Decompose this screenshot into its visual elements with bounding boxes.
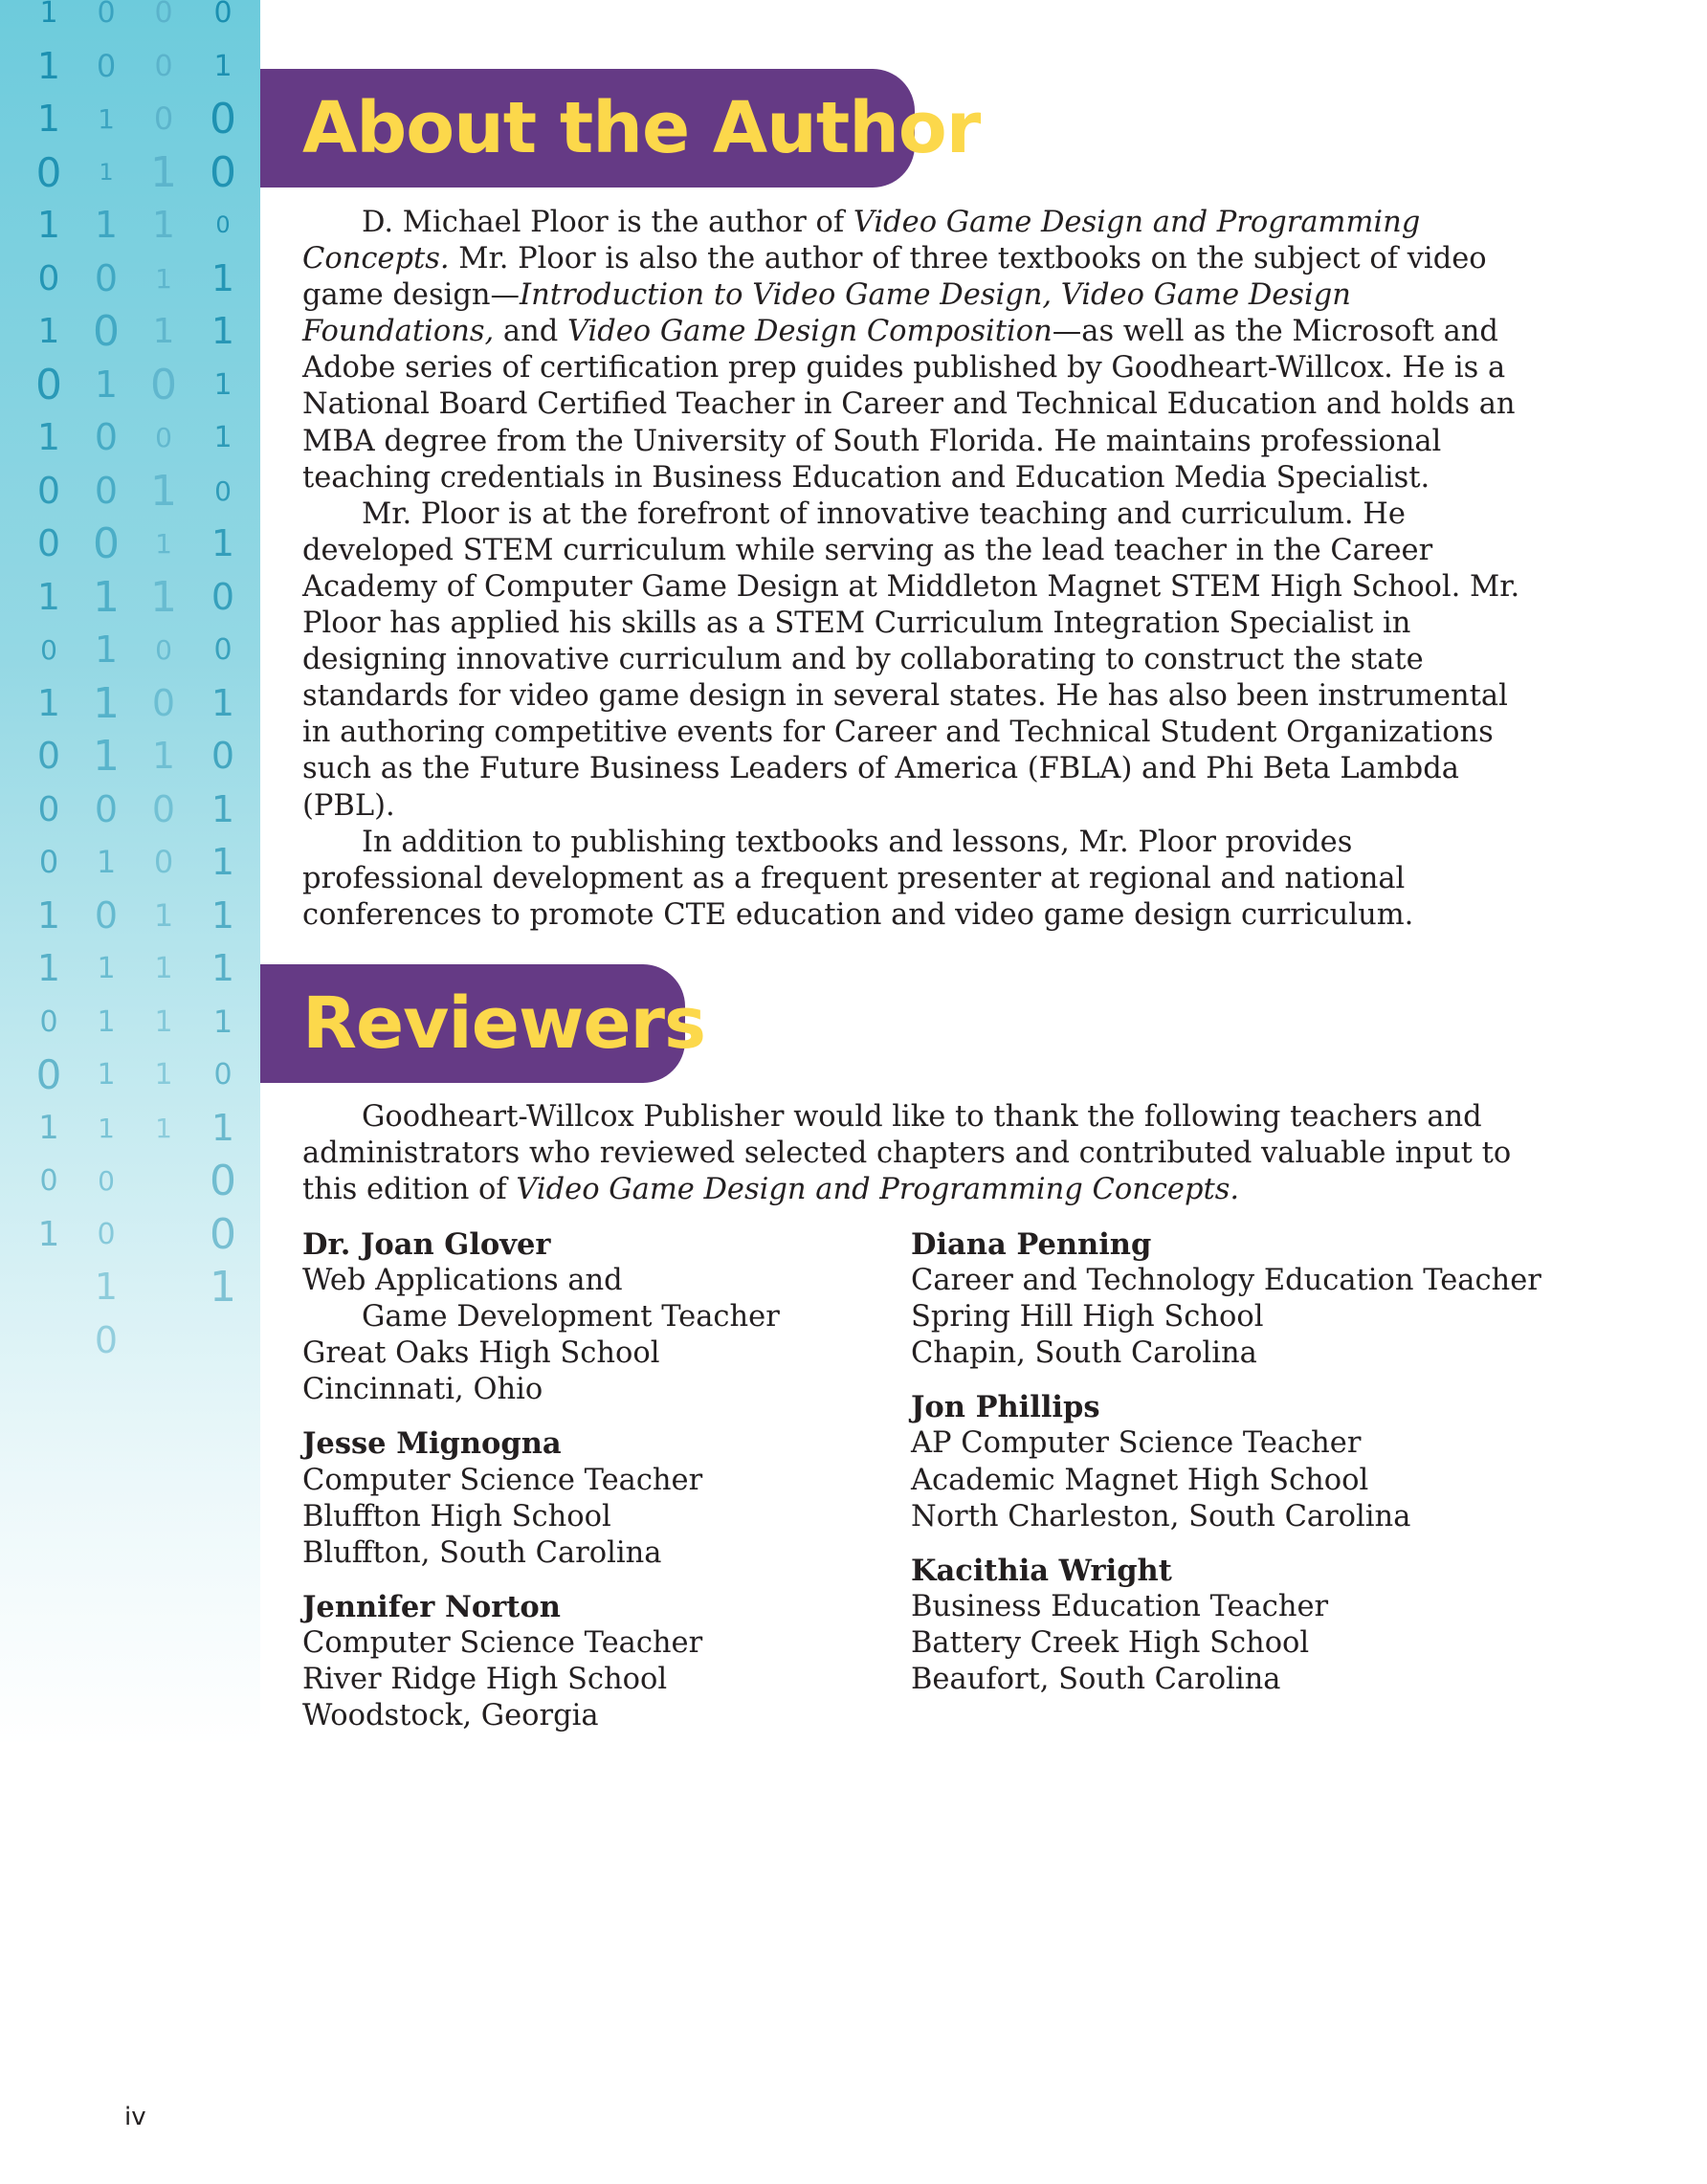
binary-digit: 1 (211, 310, 235, 352)
reviewer-name: Kacithia Wright (911, 1553, 1172, 1588)
binary-digit: 0 (213, 633, 233, 667)
binary-digit: 0 (213, 0, 233, 30)
binary-digit: 1 (94, 363, 119, 406)
reviewer-detail: AP Computer Science Teacher (911, 1426, 1362, 1461)
binary-digit: 1 (213, 367, 233, 402)
binary-digit: 0 (39, 1004, 58, 1039)
binary-digit: 1 (38, 1108, 59, 1147)
binary-digit: 1 (36, 44, 61, 87)
binary-digit: 0 (37, 789, 60, 829)
about-paragraph-3: In addition to publishing textbooks and lessons, Mr. Ploor provides professional development as a frequent presenter at regional and national conferences to promote CTE education and video game design curriculum. (302, 825, 1414, 932)
binary-digit: 1 (37, 1214, 60, 1254)
binary-digit: 0 (94, 893, 119, 937)
binary-digit: 1 (155, 1112, 172, 1144)
binary-digit: 1 (211, 787, 235, 830)
binary-digit: 0 (150, 360, 177, 409)
binary-digit: 1 (150, 572, 177, 622)
reviewers-right-column (911, 1226, 1581, 1715)
binary-digit: 1 (210, 1263, 236, 1312)
reviewer-entry (911, 1226, 1581, 1372)
binary-digit: 0 (39, 1164, 58, 1198)
binary-digit: 1 (93, 732, 120, 781)
reviewer-detail: Bluffton, South Carolina (302, 1535, 662, 1570)
reviewer-detail: Web Applications and (302, 1264, 623, 1298)
binary-digit: 1 (154, 1004, 173, 1039)
binary-digit: 1 (98, 103, 115, 135)
binary-digit: 0 (151, 681, 176, 724)
binary-digit: 0 (35, 360, 62, 409)
reviewer-detail: Great Oaks High School (302, 1336, 660, 1371)
reviewer-entry (302, 1589, 876, 1734)
binary-digit: 1 (155, 528, 172, 560)
reviewer-name: Jon Phillips (911, 1390, 1100, 1425)
binary-digit: 1 (36, 204, 61, 246)
reviewer-detail: Game Development Teacher (362, 1300, 780, 1335)
binary-digit: 1 (97, 1004, 116, 1039)
reviewer-detail: Bluffton High School (302, 1499, 611, 1533)
reviewer-detail: Cincinnati, Ohio (302, 1373, 543, 1407)
binary-digit: 0 (154, 0, 173, 30)
binary-digit: 0 (36, 522, 61, 564)
binary-digit: 0 (210, 1209, 236, 1259)
binary-digit: 0 (215, 211, 231, 238)
binary-column (25, 0, 73, 1261)
binary-digit: 0 (35, 1051, 62, 1098)
reviewers-intro: Goodheart-Willcox Publisher would like to thank the following teachers and administrators who reviewed selected chapters and contributed valuable input to this edition of Video Game Design and Programming Concepts. (302, 1100, 1512, 1207)
binary-digit: 0 (38, 844, 59, 880)
reviewer-entry (302, 1226, 876, 1408)
reviewer-name: Jennifer Norton (302, 1589, 561, 1624)
binary-digit: 0 (214, 474, 232, 507)
binary-digit: 0 (94, 416, 119, 458)
binary-digit: 0 (36, 469, 61, 512)
binary-digit: 0 (94, 256, 119, 299)
reviewer-name: Jesse Mignogna (302, 1426, 562, 1462)
binary-digit: 0 (154, 49, 173, 83)
reviewers-banner (260, 964, 706, 1083)
binary-digit: 1 (153, 896, 174, 934)
reviewer-entry (911, 1389, 1581, 1534)
binary-digit: 0 (211, 575, 235, 618)
binary-digit: 0 (37, 258, 60, 298)
about-author-banner (260, 69, 981, 188)
about-paragraph-2: Mr. Ploor is at the forefront of innovative teaching and curriculum. He developed STEM curriculum while serving as the lead teacher in the Career Academy of Computer Game Design at Middleton Magnet STEM High School. Mr. Ploor has applied his skills as a STEM Curriculum Integration Specialist in designing innovative curriculum and by collaborating to construct the state standards for video game design in several states. He has also been instrumental in authoring competitive events for Career and Technical Student Organizations such as the Future Business Leaders of America (FBLA) and Phi Beta Lambda (PBL). (302, 496, 1520, 823)
reviewer-detail: Battery Creek High School (911, 1625, 1310, 1660)
binary-sidebar (0, 0, 260, 2184)
binary-digit: 0 (153, 100, 174, 137)
binary-digit: 1 (211, 893, 235, 937)
binary-digit: 1 (99, 158, 114, 186)
binary-digit: 1 (213, 421, 233, 454)
binary-digit: 1 (93, 678, 120, 728)
binary-digit: 0 (210, 147, 236, 197)
binary-digit: 1 (98, 1112, 115, 1144)
reviewer-detail: Business Education Teacher (911, 1589, 1329, 1623)
binary-digit: 1 (39, 0, 58, 30)
reviewer-detail: North Charleston, South Carolina (911, 1499, 1411, 1533)
about-author-body (302, 205, 1537, 934)
binary-digit: 1 (211, 522, 235, 564)
binary-digit: 1 (94, 204, 119, 246)
binary-digit: 0 (93, 307, 120, 356)
binary-digit: 0 (93, 519, 120, 568)
binary-digit: 1 (94, 1266, 119, 1308)
reviewer-name: Diana Penning (911, 1227, 1152, 1262)
binary-digit: 0 (35, 148, 62, 196)
binary-digit: 1 (36, 98, 61, 140)
binary-digit: 1 (152, 312, 175, 351)
reviewer-entry (302, 1425, 876, 1571)
binary-digit: 0 (94, 469, 119, 512)
binary-digit: 1 (212, 1003, 233, 1040)
binary-column (199, 0, 247, 1314)
reviewer-detail: River Ridge High School (302, 1663, 668, 1697)
binary-digit: 1 (211, 1106, 235, 1149)
reviewers-left-column (302, 1226, 876, 1752)
binary-digit: 0 (155, 422, 172, 453)
reviewer-name: Dr. Joan Glover (302, 1227, 551, 1262)
binary-digit: 1 (36, 893, 61, 937)
binary-digit: 1 (97, 1058, 116, 1092)
binary-digit: 0 (94, 787, 119, 830)
binary-digit: 1 (211, 681, 235, 724)
reviewer-detail: Spring Hill High School (911, 1300, 1264, 1335)
binary-digit: 1 (211, 256, 235, 299)
binary-digit: 0 (211, 735, 235, 777)
binary-digit: 1 (36, 416, 61, 458)
binary-digit: 0 (98, 1165, 115, 1197)
binary-column (140, 0, 188, 1155)
binary-digit: 0 (210, 95, 236, 143)
binary-digit: 0 (94, 1318, 119, 1361)
binary-digit: 1 (211, 841, 235, 883)
binary-digit: 1 (93, 572, 120, 622)
binary-digit: 1 (213, 49, 233, 83)
binary-digit: 0 (213, 1058, 233, 1092)
binary-digit: 0 (151, 787, 176, 830)
binary-digit: 1 (211, 947, 235, 989)
reviewer-detail: Computer Science Teacher (302, 1463, 703, 1497)
binary-digit: 0 (97, 1217, 116, 1251)
binary-digit: 0 (153, 844, 174, 880)
binary-digit: 0 (210, 1157, 236, 1205)
page-number: iv (124, 2103, 146, 2131)
about-author-title: About the Author (302, 87, 981, 169)
binary-digit: 1 (150, 466, 177, 516)
binary-digit: 1 (36, 575, 61, 618)
binary-digit: 1 (154, 952, 173, 985)
binary-digit: 1 (94, 629, 119, 671)
binary-digit: 1 (37, 312, 60, 351)
binary-digit: 1 (151, 735, 176, 777)
binary-digit: 0 (40, 634, 57, 666)
binary-digit: 1 (97, 952, 116, 985)
reviewer-detail: Academic Magnet High School (911, 1463, 1369, 1497)
binary-digit: 1 (36, 681, 61, 724)
about-paragraph-1: D. Michael Ploor is the author of Video Game Design and Programming Concepts. Mr. Ploor is also the author of three textbooks on the subject of video game design—Introduction to Video Game Design, Video Game Design Foundations, and Video Game Design Composition—as well as the Microsoft and Adobe series of certification prep guides published by Goodheart-Willcox. He is a National Board Certified Teacher in Career and Technical Education and holds an MBA degree from the University of South Florida. He maintains professional teaching credentials in Business Education and Education Media Specialist. (302, 206, 1516, 495)
binary-digit: 1 (36, 947, 61, 989)
binary-digit: 1 (150, 147, 177, 197)
binary-digit: 0 (36, 735, 61, 777)
binary-digit: 1 (96, 844, 117, 880)
binary-digit: 1 (154, 1058, 173, 1092)
binary-digit: 1 (151, 204, 176, 246)
reviewers-title: Reviewers (302, 982, 706, 1065)
reviewer-detail: Beaufort, South Carolina (911, 1663, 1281, 1697)
reviewer-detail: Computer Science Teacher (302, 1625, 703, 1660)
binary-digit: 0 (97, 0, 116, 30)
binary-column (82, 0, 130, 1367)
reviewer-detail: Career and Technology Education Teacher (911, 1264, 1541, 1298)
binary-digit: 0 (155, 634, 172, 666)
reviewer-detail: Chapin, South Carolina (911, 1336, 1257, 1371)
reviewer-detail: Woodstock, Georgia (302, 1699, 599, 1733)
binary-digit: 0 (96, 47, 117, 84)
reviewer-entry (911, 1553, 1581, 1698)
binary-digit: 1 (155, 262, 172, 295)
